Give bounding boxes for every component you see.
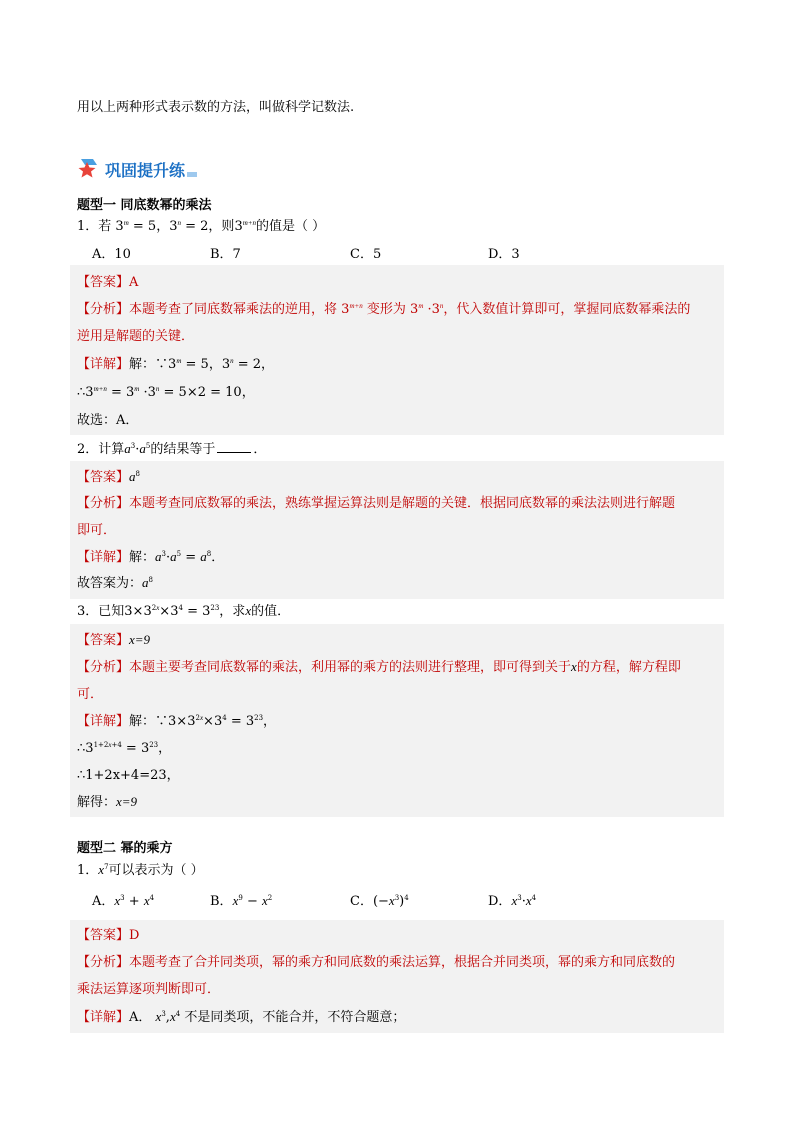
detail-line: 【详解】解：$a^3\cdot a^5 = a^8$． <box>77 549 225 565</box>
title-decoration <box>187 172 197 177</box>
detail-line-4: 解得：x=9 <box>77 794 138 810</box>
type2-heading: 题型二 幂的乘方 <box>77 841 173 856</box>
answer-line: 【答案】x=9 <box>77 632 151 648</box>
t2q1-stem: 1．$x^7$可以表示为（ ） <box>77 862 204 878</box>
section-header <box>77 157 197 181</box>
intro-text: 用以上两种形式表示数的方法，叫做科学记数法. <box>77 100 355 115</box>
detail-line-3: ∴1+2x+4=23， <box>77 768 180 783</box>
t2q1-options <box>92 890 536 909</box>
detail-line: 【详解】A． $x^3,x^4$ 不是同类项，不能合并，不符合题意； <box>77 1009 406 1025</box>
star-ribbon-icon <box>77 159 101 179</box>
t1q3-solution-box <box>70 624 724 817</box>
analysis-line: 【分析】本题考查了合并同类项，幂的乘方和同底数的乘法运算，根据合并同类项，幂的乘方和同底数的 <box>77 955 676 970</box>
option-d: D．3 <box>488 247 520 262</box>
t1q1-solution-box <box>70 265 724 435</box>
answer-line: 【答案】$a^8$ <box>77 469 140 485</box>
detail-line-2: $\therefore 3^{1+2x+4} = 3^{23}$， <box>77 741 172 756</box>
answer-line: 【答案】D <box>77 928 140 943</box>
detail-line-2: 故答案为：$a^8$ <box>77 575 153 591</box>
t1q2-stem: 2．计算$a^3\cdot a^5$的结果等于 ． <box>77 441 267 457</box>
option-c: C．$(-x^3)^4$ <box>350 893 409 909</box>
section-title: 巩固提升练 <box>105 160 186 180</box>
analysis-line-2: 逆用是解题的关键． <box>77 329 195 344</box>
analysis-line-2: 即可． <box>77 523 117 538</box>
analysis-line: 【分析】本题主要考查同底数幂的乘法，利用幂的乘方的法则进行整理，即可得到关于x的方程，解方程即 <box>77 659 681 675</box>
answer-line: 【答案】A <box>77 275 139 290</box>
analysis-line: 【分析】本题考查了同底数幂乘法的逆用，将 $3^{m+n}$ 变形为 $3^m \cdot 3^n$，代入数值计算即可，掌握同底数幂乘法的 <box>77 302 691 317</box>
t2q1-solution-box <box>70 920 724 1033</box>
t1q3-stem: 3．已知$3\times 3^{2x}\times 3^4 = 3^{23}$，求x的值． <box>77 603 291 619</box>
t1q2-solution-box <box>70 461 724 599</box>
detail-line: 【详解】解：$\because 3\times 3^{2x}\times 3^4 = 3^{23}$， <box>77 714 277 729</box>
t1q1-options <box>92 243 520 262</box>
option-a: A．10 <box>92 247 131 262</box>
analysis-line-2: 可． <box>77 687 104 702</box>
type1-heading: 题型一 同底数幂的乘法 <box>77 198 212 213</box>
t1q1-stem: 1．若 $3^m = 5$，$3^n = 2$，则$3^{m+n}$的值是（ ） <box>77 219 326 234</box>
option-d: D．$x^3\cdot x^4$ <box>488 893 537 909</box>
detail-line-3: 故选：A． <box>77 413 139 428</box>
detail-line-2: $\therefore 3^{m+n} = 3^m \cdot 3^n = 5\times 2 = 10$， <box>77 385 255 400</box>
analysis-line: 【分析】本题考查同底数幂的乘法，熟练掌握运算法则是解题的关键．根据同底数幂的乘法法则进行解题 <box>77 496 676 511</box>
analysis-line-2: 乘法运算逐项判断即可． <box>77 982 221 997</box>
option-a: A．$x^3 + x^4$ <box>92 893 155 909</box>
answer-blank <box>217 441 251 453</box>
option-b: B．$x^9 - x^2$ <box>210 893 273 909</box>
option-b: B．7 <box>210 247 241 262</box>
option-c: C．5 <box>350 247 382 262</box>
detail-line: 【详解】解：$\because 3^m = 5$，$3^n = 2$， <box>77 357 275 372</box>
